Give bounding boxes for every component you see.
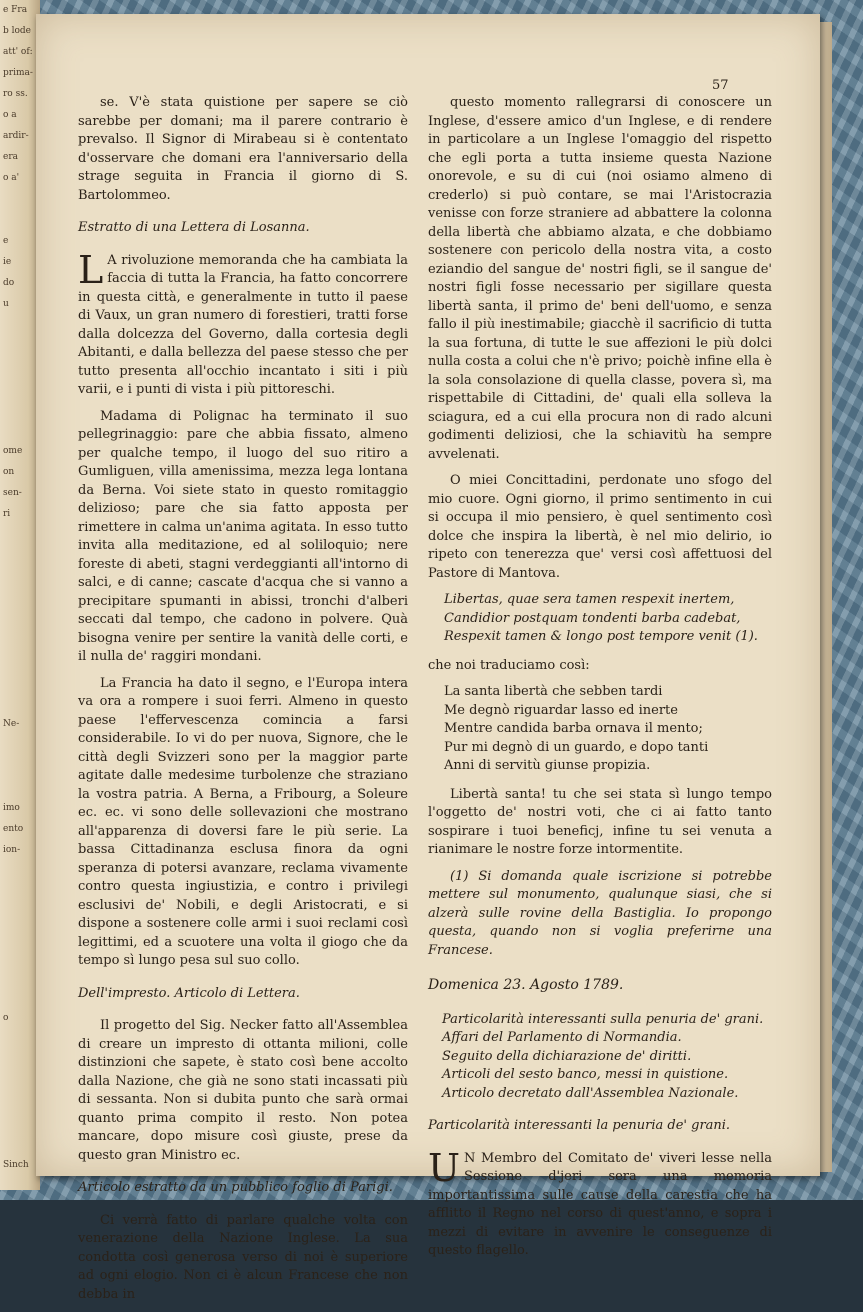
paragraph-dropcap (78, 247, 408, 400)
paragraph: Libertà santa! tu che sei stata sì lungo tempo l'oggetto de' nostri voti, che ci ai fatto tanto sospirare i tuoi beneficj, infine tu sei venuta a rianimare le nostre forze intormentite. (428, 786, 772, 857)
paragraph: se. V'è stata quistione per sapere se ciò sarebbe per domani; ma il parere contrario è prevalso. Il Signor di Mirabeau si è contentato d'osservare che domani era l'anniversario della strage seguita in Francia il giorno di S. Bartolommeo. (78, 95, 408, 203)
verse-line: Respexit tamen & longo post tempore venit (1). (444, 629, 758, 644)
facing-page-fragment (0, 861, 40, 882)
facing-page-fragment (0, 357, 40, 378)
facing-page-fragment: imo (3, 803, 20, 813)
page-stack-edge (818, 22, 832, 1172)
facing-page-fragment: e Fra (3, 5, 28, 15)
facing-page-fragment: ri (3, 509, 11, 519)
paragraph: Madama di Polignac ha terminato il suo pellegrinaggio: pare che abbia fissato, almeno per qualche tempo, il luogo del suo ritiro a Gumliguen, villa amenissima, mezza lega lontana da Berna. Voi siete stato in questo romitaggio delizioso; pare che sia fatto apposta per rimettere in calma un'anima agitata. In esso tutto invita alla meditazione, ed al soliloquio; nere foreste di abeti, stagni verdeggianti all'intorno di salci, e di canne; cascate d'acqua che si vanno a precipitare spumanti in abissi, tronchi d'alberi seccati dal tempo, che cadono in polvere. Quà bisogna venire per sentire la vanità delle corti, e il nulla de' raggiri mondani. (78, 408, 408, 664)
facing-page-fragment (0, 336, 40, 357)
paragraph: Ci verrà fatto di parlare qualche volta con venerazione della Nazione Inglese. La sua condotta così generosa verso di noi è superiore ad ogni elogio. Non ci è alcun Francese che non debba in (78, 1212, 408, 1302)
facing-page-fragment (0, 672, 40, 693)
section-heading: Particolarità interessanti la penuria de' grani. (428, 1118, 731, 1133)
verse-line: Mentre candida barba ornava il mento; (444, 721, 703, 736)
verse-line: Pur mi degnò di un guardo, e dopo tanti (444, 739, 709, 755)
verse-line: Me degnò riguardar lasso ed inerte (444, 702, 678, 718)
facing-page-fragment: ion- (3, 845, 21, 855)
facing-page-fragment (0, 966, 40, 987)
facing-page-fragment: sen- (3, 488, 22, 498)
facing-page-fragment (0, 1113, 40, 1134)
verse-line: Anni di servitù giunse propizia. (444, 758, 651, 773)
facing-page-fragment: e (3, 236, 9, 246)
contents-line: Particolarità interessanti sulla penuria de' grani. (442, 1011, 764, 1027)
facing-page-fragment (0, 756, 40, 777)
facing-page-fragment: u (3, 299, 9, 309)
facing-page-fragment: o a' (3, 173, 20, 183)
facing-page-fragment (0, 189, 40, 210)
facing-page-fragment (0, 588, 40, 609)
facing-page-edge (0, 0, 40, 1190)
facing-page-fragment (0, 609, 40, 630)
facing-page-fragment (0, 630, 40, 651)
footnote: (1) Si domanda quale iscrizione si potrebbe mettere sul monumento, qualunque siasi, che si alzerà sulle rovine della Bastiglia. Io propongo questa, quando non si voglia preferirne una Francese. (428, 868, 772, 958)
facing-page-fragment: era (3, 152, 18, 162)
contents-line: Articolo decretato dall'Assemblea Nazionale. (442, 1085, 739, 1101)
verse-block (428, 683, 772, 776)
facing-page-fragment (0, 987, 40, 1008)
left-column (78, 94, 408, 1312)
facing-page-fragment: att' of: (3, 47, 33, 57)
facing-page-fragment (0, 378, 40, 399)
facing-page-fragment (0, 903, 40, 924)
paragraph: Il progetto del Sig. Necker fatto all'Assemblea di creare un impresto di ottanta milioni, colle distinzioni che sapete, è stato così bene accolto dalla Nazione, che già ne sono stati incassati più di sessanta. Non si dubita punto che sarà ormai quanto prima compito il resto. Non potea mancare, dopo misure così giuste, prese da questo gran Ministro ec. (78, 1018, 408, 1163)
facing-page-fragment: prima- (3, 68, 33, 78)
contents-line: Affari del Parlamento di Normandia. (442, 1030, 682, 1045)
facing-page-fragment (0, 735, 40, 756)
facing-page-fragment: do (3, 278, 15, 288)
facing-page-fragment: ardir- (3, 131, 29, 141)
drop-cap-letter: U (428, 1145, 461, 1190)
paragraph: che noi traduciamo così: (428, 657, 590, 673)
right-column (428, 94, 772, 1269)
page-number: 57 (712, 78, 729, 93)
section-heading: Articolo estratto da un pubblico foglio di Parigi. (78, 1180, 393, 1195)
facing-page-fragment (0, 315, 40, 336)
contents-line: Articoli del sesto banco, messi in quistione. (442, 1067, 729, 1082)
facing-page-fragment: ome (3, 446, 23, 456)
facing-page-fragment (0, 1092, 40, 1113)
facing-page-fragment (0, 420, 40, 441)
facing-page-fragment: Ne- (3, 719, 20, 729)
facing-page-fragment: ento (3, 824, 24, 834)
verse-line: La santa libertà che sebben tardi (444, 684, 663, 699)
dateline: Domenica 23. Agosto 1789. (428, 977, 624, 993)
paragraph-dropcap (428, 1145, 772, 1261)
paragraph: La Francia ha dato il segno, e l'Europa intera va ora a rompere i suoi ferri. Almeno in questo paese l'effervescenza comincia a farsi considerabile. Io vi do per nuova, Signore, che le città degli Svizzeri sono per la maggior parte agitate dalle medesime turbolenze che straziano la vostra patria. A Berna, a Fribourg, a Soleure ec. ec. vi sono delle sollevazioni che mostrano all'apparenza di doversi fare le più serie. La bassa Cittadinanza esclusa finora da ogni speranza di potersi avanzare, reclama vivamente contro questa ingiustizia, e contro i privilegi esclusivi de' Nobili, e degli Aristocrati, e si dispone a sostenere colle armi i suoi reclami così legittimi, ed a scuotere una volta il giogo che da tempo sì lungo pesa sul suo collo. (78, 675, 408, 968)
facing-page-fragment (0, 567, 40, 588)
facing-page-fragment: Sinch (3, 1160, 29, 1170)
facing-page-fragment (0, 777, 40, 798)
drop-cap-letter: L (78, 247, 104, 292)
facing-page-fragment (0, 651, 40, 672)
facing-page-fragment (0, 546, 40, 567)
facing-page-fragment (0, 1134, 40, 1155)
contents-list (428, 1011, 772, 1104)
paragraph: questo momento rallegrarsi di conoscere un Inglese, d'essere amico d'un Inglese, e di rendere in particolare a un Inglese l'omaggio del rispetto che egli porta a tutta insieme questa Nazione onorevole, e su di cui (noi osiamo almeno di crederlo) si può contare, se mai l'Aristocrazia venisse con forze straniere ad abbattere la colonna della libertà che abbiamo alzata, e che dobbiamo sostenere con pericolo della nostra vita, a costo eziandio del sangue de' nostri figli, se il sangue de' nostri figli fosse necessario per sigillare questa libertà santa, il primo de' beni dell'uomo, e senza fallo il più inestimabile; giacchè il sacrificio di tutta la sua fortuna, di tutte le sue affezioni le più dolci nulla costa a colui che n'è privo; poichè infine ella è la sola consolazione di quella classe, povera sì, ma rispettabile di Cittadini, de' quali ella solleva la sciagura, ed a cui ella procura non di rado alcuni godimenti deliziosi, che la schiavitù ha sempre avvelenati. (428, 95, 772, 462)
facing-page-fragment: on (3, 467, 15, 477)
facing-page-fragment (0, 1050, 40, 1071)
verse-line: Libertas, quae sera tamen respexit inertem, (444, 592, 735, 607)
facing-page-fragment (0, 882, 40, 903)
paragraph: O miei Concittadini, perdonate uno sfogo del mio cuore. Ogni giorno, il primo sentimento in cui si occupa il mio pensiero, è quel sentimento così dolce che inspira la libertà, è nel mio delirio, io ripeto con tenerezza que' versi così affettuosi del Pastore di Mantova. (428, 473, 772, 581)
newspaper-page (36, 14, 820, 1302)
verse-block (428, 591, 772, 647)
contents-line: Seguito della dichiarazione de' diritti. (442, 1048, 692, 1064)
facing-page-fragment (0, 525, 40, 546)
paragraph-text: A rivoluzione memoranda che ha cambiata la faccia di tutta la Francia, ha fatto concorrere in questa città, e generalmente in tutto il paese di Vaux, un gran numero di forestieri, tratti forse dalla dolcezza del Governo, dalla cortesia degli Abitanti, e dalla bellezza del paese stesso che per tutto presenta all'occhio incantato i siti i più varii, e i punti di vista i più pittoreschi. (78, 252, 408, 397)
facing-page-fragment (0, 924, 40, 945)
facing-page-fragment (0, 1071, 40, 1092)
facing-page-fragment: ro ss. (3, 89, 28, 99)
verse-line: Candidior postquam tondenti barba cadebat, (444, 610, 741, 626)
facing-page-fragment (0, 693, 40, 714)
facing-page-fragment: o a (3, 110, 17, 120)
facing-page-fragment (0, 399, 40, 420)
facing-page-fragment (0, 1029, 40, 1050)
facing-page-fragment (0, 945, 40, 966)
facing-page-fragment (0, 210, 40, 231)
section-heading: Estratto di una Lettera di Losanna. (78, 220, 310, 235)
facing-page-fragment: ie (3, 257, 12, 267)
section-heading: Dell'impresto. Articolo di Lettera. (78, 985, 300, 1001)
paragraph-text: N Membro del Comitato de' viveri lesse nella Sessione d'jeri sera una memoria importantissima sulle cause della carestia che ha afflitto il Regno nel corso di quest'anno, e sopra i mezzi di evitare in avvenire le conseguenze di questo flagello. (428, 1150, 772, 1258)
facing-page-fragment: b lode (3, 26, 32, 36)
facing-page-fragment: o (3, 1013, 9, 1023)
